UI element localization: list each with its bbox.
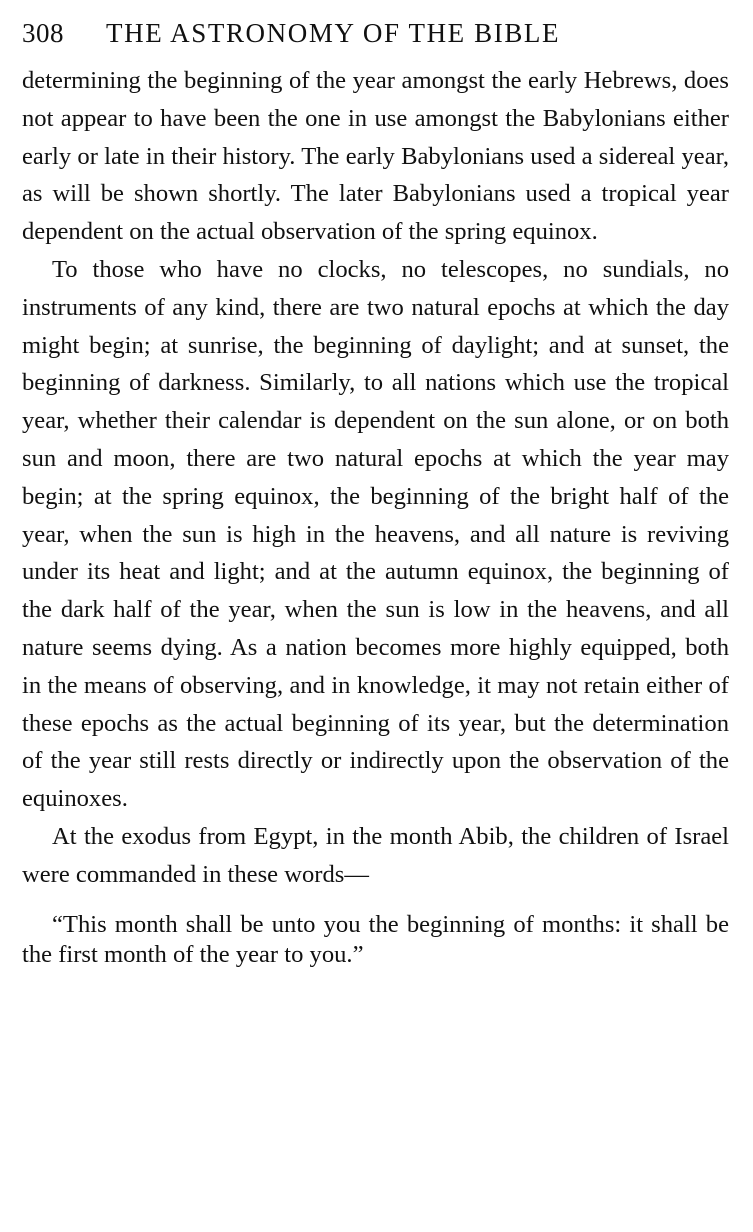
paragraph-continuation: determining the beginning of the year amongst the early Hebrews, does not appear to have been the one in use amongst the Babylonians either early or late in their history. The early Babylonians used a sidereal year, as will be shown shortly. The later Babylonians used a tropical year dependent on the actual observation of the spring equinox.: [22, 67, 729, 246]
paragraph-natural-epochs: To those who have no clocks, no telescopes, no sundials, no instruments of any kind, there are two natural epochs at which the day might begin; at sunrise, the beginning of daylight; and at sunset, the beginning of darkness. Similarly, to all nations which use the tropical year, whether their calendar is dependent on the sun alone, or on both sun and moon, there are two natural epochs at which the year may begin; at the spring equinox, the beginning of the bright half of the year, when the sun is high in the heavens, and all nature is reviving under its heat and light; and at the autumn equinox, the beginning of the dark half of the year, when the sun is low in the heavens, and all nature seems dying. As a nation becomes more highly equipped, both in the means of observing, and in knowledge, it may not retain either of these epochs as the actual beginning of its year, but the determination of the year still rests directly or indirectly upon the observation of the equinoxes.: [22, 255, 729, 813]
body-text: [22, 62, 729, 894]
page-header: [22, 18, 729, 54]
block-quote: “This month shall be unto you the beginning of months: it shall be the first month of the year to you.”: [22, 910, 729, 968]
page-number: 308: [22, 18, 64, 48]
paragraph-exodus: At the exodus from Egypt, in the month Abib, the children of Israel were commanded in these words—: [22, 822, 729, 888]
book-page: [22, 18, 729, 970]
running-title: THE ASTRONOMY OF THE BIBLE: [106, 18, 561, 48]
